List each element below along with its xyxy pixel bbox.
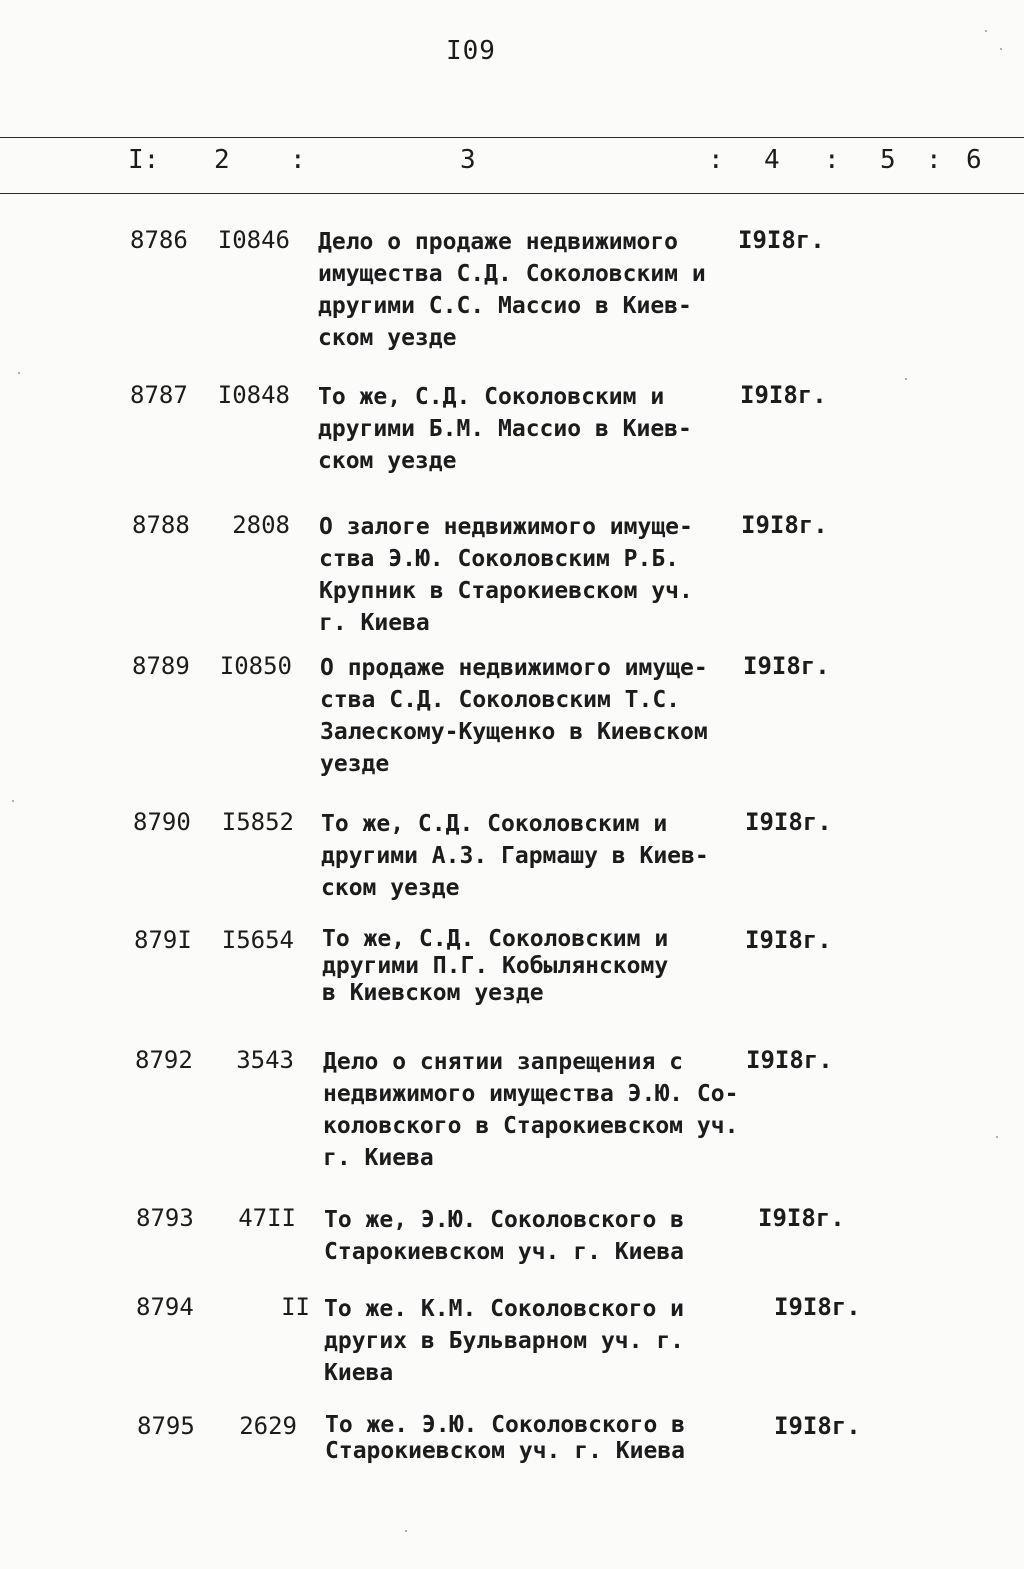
entry-year: I9I8г. — [745, 926, 832, 954]
entry-year: I9I8г. — [774, 1412, 861, 1440]
paper-speck — [12, 800, 14, 802]
column-3-label: 3 — [460, 145, 476, 175]
title-line: Залескому-Кущенко в Киевском — [320, 719, 708, 745]
case-number: 3543 — [236, 1046, 294, 1074]
paper-speck — [905, 378, 907, 380]
title-line: Старокиевском уч. г. Киева — [325, 1438, 686, 1464]
entry-number: 8795 — [137, 1412, 195, 1440]
column-1-label: I: — [128, 145, 160, 175]
title-line: другими С.С. Массио в Киев- — [318, 293, 692, 319]
entry-number: 8789 — [132, 652, 190, 680]
title-line: То же, С.Д. Соколовским и — [321, 811, 668, 837]
title-line: другими Б.М. Массио в Киев- — [318, 416, 692, 442]
header-bottom-rule — [0, 193, 1024, 194]
title-line: других в Бульварном уч. г. — [324, 1328, 685, 1354]
title-line: другими А.З. Гармашу в Киев- — [321, 843, 709, 869]
entry-number: 8788 — [132, 511, 190, 539]
case-number: II — [281, 1293, 310, 1321]
case-number: 2629 — [239, 1412, 297, 1440]
column-separator: : — [708, 145, 724, 175]
paper-speck — [405, 1530, 407, 1532]
column-separator: : — [290, 145, 306, 175]
paper-speck — [18, 372, 20, 374]
title-line: О продаже недвижимого имуще- — [320, 655, 708, 681]
paper-speck — [985, 30, 987, 32]
title-line: ства С.Д. Соколовским Т.С. — [320, 687, 681, 713]
title-line: ства Э.Ю. Соколовским Р.Б. — [319, 546, 680, 572]
entry-year: I9I8г. — [741, 511, 828, 539]
title-line: г. Киева — [323, 1145, 434, 1171]
entry-year: I9I8г. — [774, 1293, 861, 1321]
column-4-label: 4 — [764, 145, 780, 175]
title-line: недвижимого имущества Э.Ю. Со- — [323, 1081, 739, 1107]
entry-title — [318, 226, 758, 354]
entry-number: 8790 — [133, 808, 191, 836]
paper-speck — [996, 1136, 998, 1138]
entry-year: I9I8г. — [740, 381, 827, 409]
entry-title — [324, 1204, 764, 1268]
entry-year: I9I8г. — [738, 226, 825, 254]
entry-year: I9I8г. — [758, 1204, 845, 1232]
entry-number: 8793 — [136, 1204, 194, 1232]
entry-year: I9I8г. — [743, 652, 830, 680]
title-line: ском уезде — [318, 325, 457, 351]
title-line: То же. Э.Ю. Соколовского в — [325, 1412, 686, 1438]
title-line: Крупник в Старокиевском уч. — [319, 578, 693, 604]
title-line: О залоге недвижимого имуще- — [319, 514, 693, 540]
title-line: ском уезде — [321, 875, 460, 901]
entry-title — [322, 926, 762, 1007]
entry-number: 8786 — [130, 226, 188, 254]
case-number: 2808 — [232, 511, 290, 539]
entry-title — [325, 1412, 765, 1464]
title-line: уезде — [320, 751, 390, 777]
header-top-rule — [0, 137, 1024, 138]
case-number: I5852 — [221, 808, 294, 836]
page-number: I09 — [446, 36, 496, 66]
title-line: Старокиевском уч. г. Киева — [324, 1239, 685, 1265]
column-separator: : — [926, 145, 942, 175]
entry-title — [320, 652, 760, 780]
title-line: Киева — [324, 1360, 394, 1386]
entry-number: 8794 — [136, 1293, 194, 1321]
case-number: I5654 — [221, 926, 294, 954]
title-line: коловского в Старокиевском уч. — [323, 1113, 739, 1139]
title-line: То же. К.М. Соколовского и — [324, 1296, 685, 1322]
title-line: ском уезде — [318, 448, 457, 474]
paper-speck — [1000, 48, 1002, 50]
entry-title — [323, 1046, 763, 1174]
title-line: Дело о продаже недвижимого — [318, 229, 679, 255]
case-number: I0848 — [217, 381, 290, 409]
entry-title — [319, 511, 759, 639]
column-5-label: 5 — [880, 145, 896, 175]
title-line: То же, Э.Ю. Соколовского в — [324, 1207, 685, 1233]
case-number: 47II — [238, 1204, 296, 1232]
entry-title — [324, 1293, 764, 1389]
title-line: Дело о снятии запрещения с — [323, 1049, 684, 1075]
title-line: То же, С.Д. Соколовским и — [318, 384, 665, 410]
entry-number: 8787 — [130, 381, 188, 409]
case-number: I0846 — [217, 226, 290, 254]
column-2-label: 2 — [214, 145, 230, 175]
entry-year: I9I8г. — [746, 1046, 833, 1074]
title-line: имущества С.Д. Соколовским и — [318, 261, 706, 287]
title-line: другими П.Г. Кобылянскому — [322, 953, 669, 979]
entry-title — [318, 381, 758, 477]
entry-number: 879I — [134, 926, 192, 954]
title-line: То же, С.Д. Соколовским и — [322, 926, 669, 952]
title-line: г. Киева — [319, 610, 430, 636]
entry-title — [321, 808, 761, 904]
case-number: I0850 — [219, 652, 292, 680]
column-6-label: 6 — [966, 145, 982, 175]
title-line: в Киевском уезде — [322, 980, 544, 1006]
column-separator: : — [824, 145, 840, 175]
entry-year: I9I8г. — [745, 808, 832, 836]
entry-number: 8792 — [135, 1046, 193, 1074]
